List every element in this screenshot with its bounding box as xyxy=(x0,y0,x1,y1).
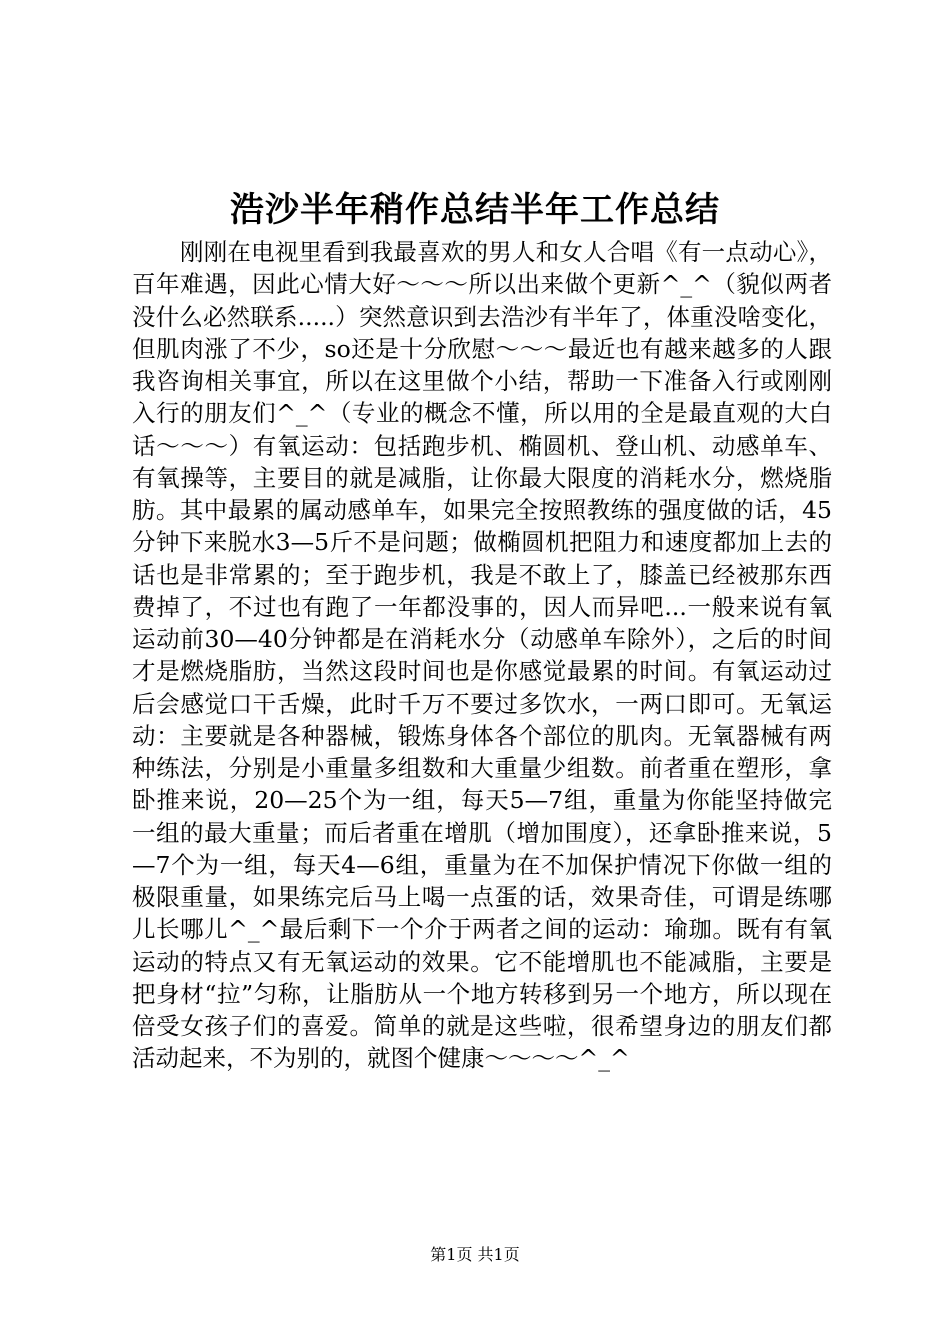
page-footer: 第1页 共1页 xyxy=(430,1245,520,1264)
body-paragraph: 刚刚在电视里看到我最喜欢的男人和女人合唱《有一点动心》，百年难遇，因此心情大好～～～所以出来做个更新^_^（貌似两者没什么必然联系.....）突然意识到去浩沙有半年了，体重没啥变化，但肌肉涨了不少，so还是十分欣慰～～～最近也有越来越多的人跟我咨询相关事宜，所以在这里做个小结，帮助一下准备入行或刚刚入行的朋友们^_^（专业的概念不懂，所以用的全是最直观的大白话～～～）有氧运动：包括跑步机、椭圆机、登山机、动感单车、有氧操等，主要目的就是减脂，让你最大限度的消耗水分，燃烧脂肪。其中最累的属动感单车，如果完全按照教练的强度做的话，45分钟下来脱水3—5斤不是问题；做椭圆机把阻力和速度都加上去的话也是非常累的；至于跑步机，我是不敢上了，膝盖已经被那东西费掉了，不过也有跑了一年都没事的，因人而异吧...一般来说有氧运动前30—40分钟都是在消耗水分（动感单车除外），之后的时间才是燃烧脂肪，当然这段时间也是你感觉最累的时间。有氧运动过后会感觉口干舌燥，此时千万不要过多饮水，一两口即可。无氧运动：主要就是各种器械，锻炼身体各个部位的肌肉。无氧器械有两种练法，分别是小重量多组数和大重量少组数。前者重在塑形，拿卧推来说，20—25个为一组，每天5—7组，重量为你能坚持做完一组的最大重量；而后者重在增肌（增加围度），还拿卧推来说，5—7个为一组，每天4—6组，重量为在不加保护情况下你做一组的极限重量，如果练完后马上喝一点蛋的话，效果奇佳，可谓是练哪儿长哪儿^_^最后剩下一个介于两者之间的运动：瑜珈。既有有氧运动的特点又有无氧运动的效果。它不能增肌也不能减脂，主要是把身材“拉”匀称，让脂肪从一个地方转移到另一个地方，所以现在倍受女孩子们的喜爱。简单的就是这些啦，很希望身边的朋友们都活动起来，不为别的，就图个健康～～～～^_^ xyxy=(132,238,832,1073)
document-title: 浩沙半年稍作总结半年工作总结 xyxy=(230,190,720,230)
